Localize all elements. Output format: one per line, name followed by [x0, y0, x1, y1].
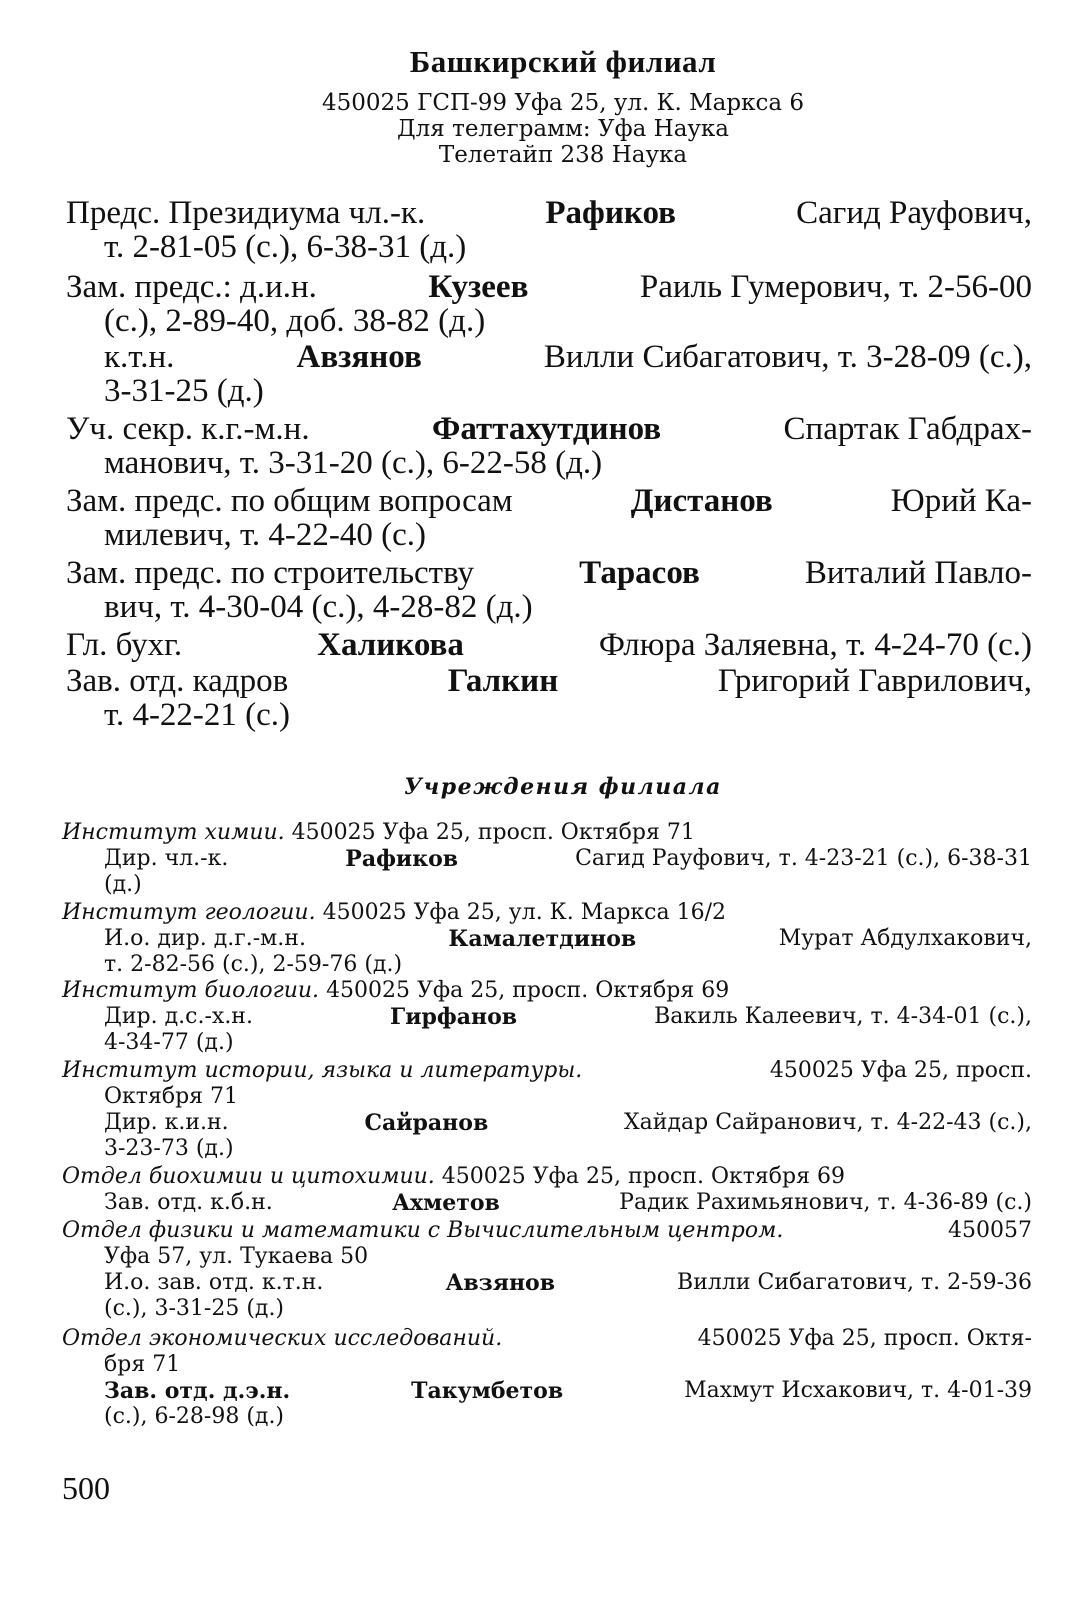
head-title: Дир. к.и.н.	[104, 1110, 229, 1135]
entry-phones: 3-31-25 (д.)	[104, 373, 264, 409]
head-surname: Такумбетов	[411, 1378, 564, 1404]
entry-title: Зам. предс.: д.и.н.	[66, 269, 317, 305]
institution-address: 450025 Уфа 25, просп. Октя-	[697, 1326, 1032, 1351]
institution-head-line	[62, 846, 1032, 872]
institution-name-line	[62, 1218, 1032, 1244]
institution-name-line	[62, 820, 1032, 846]
institution-name: Отдел экономических исследований.	[62, 1326, 503, 1351]
presidium-entry	[66, 412, 1032, 480]
institution-head-line	[62, 872, 1032, 898]
entry-title: Гл. бухг.	[66, 627, 183, 663]
head-details: Радик Рахимьянович, т. 4-36-89 (с.)	[619, 1190, 1032, 1215]
entry-line	[66, 556, 1032, 590]
entry-phones: милевич, т. 4-22-40 (с.)	[104, 517, 427, 553]
institution-name: Институт биологии.	[62, 978, 320, 1003]
entry-details: Спартак Габдрах-	[783, 411, 1032, 447]
entry-details: Сагид Рауфович,	[796, 195, 1032, 231]
institution-name: Институт химии.	[62, 820, 285, 845]
head-title: Зав. отд. д.э.н.	[104, 1378, 291, 1404]
presidium-entry	[66, 628, 1032, 662]
entry-surname: Рафиков	[545, 195, 676, 231]
entry-phones: вич, т. 4-30-04 (с.), 4-28-82 (д.)	[104, 589, 533, 625]
presidium-entry	[66, 556, 1032, 624]
institution-name: Отдел биохимии и цитохимии.	[62, 1164, 435, 1189]
entry-phones: (с.), 2-89-40, доб. 38-82 (д.)	[104, 303, 486, 339]
head-surname: Авзянов	[445, 1270, 556, 1296]
branch-address: 450025 ГСП-99 Уфа 25, ул. К. Маркса 6	[322, 90, 804, 116]
institution-entry	[62, 1218, 1032, 1322]
entry-line	[66, 590, 1032, 624]
entry-line	[66, 374, 1032, 408]
entry-title: Предс. Президиума чл.-к.	[66, 195, 426, 231]
institution-head-line	[62, 1030, 1032, 1056]
head-title: Дир. д.с.-х.н.	[104, 1004, 253, 1029]
institution-head-line	[62, 1378, 1032, 1404]
entry-details: Флюра Заляевна, т. 4-24-70 (с.)	[598, 627, 1032, 663]
page-number: 500	[62, 1470, 110, 1506]
head-phones: (с.), 6-28-98 (д.)	[104, 1404, 285, 1429]
entry-details: Вилли Сибагатович, т. 3-28-09 (с.),	[543, 339, 1032, 375]
institution-name-line	[62, 1058, 1032, 1084]
institution-head-line	[62, 1270, 1032, 1296]
entry-line	[66, 304, 1032, 338]
entry-details: Виталий Павло-	[804, 555, 1032, 591]
institution-name-line	[62, 900, 1032, 926]
presidium-entry	[66, 340, 1032, 408]
entry-surname: Фаттахутдинов	[432, 411, 662, 447]
entry-surname: Дистанов	[630, 483, 773, 519]
entry-line	[66, 340, 1032, 374]
head-title: Зав. отд. к.б.н.	[104, 1190, 273, 1215]
institution-address: 450025 Уфа 25, просп. Октября 71	[291, 820, 695, 845]
institutions-heading: Учреждения филиала	[404, 774, 722, 800]
head-details: Мурат Абдулхакович,	[778, 926, 1032, 951]
institution-head-line	[62, 1004, 1032, 1030]
institution-name: Институт геологии.	[62, 900, 316, 925]
institution-address-line	[62, 1352, 1032, 1378]
institution-address: 450025 Уфа 25, ул. К. Маркса 16/2	[322, 900, 727, 925]
entry-surname: Кузеев	[428, 269, 529, 305]
entry-surname: Галкин	[447, 663, 559, 699]
entry-surname: Тарасов	[579, 555, 700, 591]
institution-address: 450025 Уфа 25, просп. Октября 69	[326, 978, 730, 1003]
head-title: И.о. зав. отд. к.т.н.	[104, 1270, 324, 1295]
entry-line	[66, 270, 1032, 304]
institution-entry	[62, 1164, 1032, 1216]
entry-title: к.т.н.	[104, 339, 175, 375]
head-title: Дир. чл.-к.	[104, 846, 229, 871]
head-details: Хайдар Сайранович, т. 4-22-43 (с.),	[624, 1110, 1032, 1135]
entry-line	[66, 196, 1032, 230]
presidium-entry	[66, 270, 1032, 338]
head-phones: (д.)	[104, 872, 142, 897]
head-phones: т. 2-82-56 (с.), 2-59-76 (д.)	[104, 952, 403, 977]
institution-address-line	[62, 1244, 1032, 1270]
institution-name-line	[62, 1326, 1032, 1352]
presidium-entry	[66, 484, 1032, 552]
institution-head-line	[62, 1110, 1032, 1136]
institution-address: 450025 Уфа 25, просп.	[769, 1058, 1032, 1083]
head-surname: Рафиков	[345, 846, 459, 872]
institution-entry	[62, 978, 1032, 1056]
entry-line	[66, 446, 1032, 480]
institution-head-line	[62, 1404, 1032, 1430]
institution-entry	[62, 900, 1032, 978]
head-surname: Гирфанов	[390, 1004, 518, 1030]
entry-title: Зав. отд. кадров	[66, 663, 289, 699]
head-surname: Сайранов	[364, 1110, 489, 1136]
institution-name: Институт истории, языка и литературы.	[62, 1058, 583, 1083]
head-phones: (с.), 3-31-25 (д.)	[104, 1296, 285, 1321]
institution-address-line	[62, 1084, 1032, 1110]
head-details: Вакиль Калеевич, т. 4-34-01 (с.),	[654, 1004, 1032, 1029]
entry-line	[66, 484, 1032, 518]
entry-details: Юрий Ка-	[890, 483, 1032, 519]
head-details: Махмут Исхакович, т. 4-01-39	[684, 1378, 1032, 1403]
head-phones: 4-34-77 (д.)	[104, 1030, 234, 1055]
institution-entry	[62, 820, 1032, 898]
entry-line	[66, 230, 1032, 264]
entry-title: Зам. предс. по общим вопросам	[66, 483, 513, 519]
institution-name-line	[62, 978, 1032, 1004]
head-phones: 3-23-73 (д.)	[104, 1136, 234, 1161]
institution-head-line	[62, 1136, 1032, 1162]
entry-phones: т. 4-22-21 (с.)	[104, 697, 291, 733]
entry-surname: Авзянов	[296, 339, 422, 375]
institution-head-line	[62, 926, 1032, 952]
head-surname: Ахметов	[392, 1190, 500, 1216]
institution-entry	[62, 1326, 1032, 1430]
institution-address-cont: Октября 71	[104, 1084, 239, 1109]
entry-surname: Халикова	[317, 627, 464, 663]
branch-title: Башкирский филиал	[409, 44, 717, 79]
entry-details: Григорий Гаврилович,	[717, 663, 1032, 699]
head-title: И.о. дир. д.г.-м.н.	[104, 926, 306, 951]
entry-line	[66, 412, 1032, 446]
presidium-entry	[66, 664, 1032, 732]
teletype-address: Телетайп 238 Наука	[438, 142, 688, 168]
institution-head-line	[62, 1296, 1032, 1322]
institution-address-cont: бря 71	[104, 1352, 181, 1377]
entry-title: Зам. предс. по строительству	[66, 555, 475, 591]
entry-line	[66, 698, 1032, 732]
entry-line	[66, 628, 1032, 662]
entry-title: Уч. секр. к.г.-м.н.	[66, 411, 310, 447]
entry-line	[66, 664, 1032, 698]
entry-line	[66, 518, 1032, 552]
head-details: Сагид Рауфович, т. 4-23-21 (с.), 6-38-31	[575, 846, 1032, 871]
institution-name-line	[62, 1164, 1032, 1190]
entry-phones: т. 2-81-05 (с.), 6-38-31 (д.)	[104, 229, 467, 265]
institution-address-cont: Уфа 57, ул. Тукаева 50	[104, 1244, 369, 1269]
institution-address: 450025 Уфа 25, просп. Октября 69	[441, 1164, 845, 1189]
head-surname: Камалетдинов	[448, 926, 637, 952]
institution-head-line	[62, 952, 1032, 978]
head-details: Вилли Сибагатович, т. 2-59-36	[677, 1270, 1032, 1295]
presidium-entry	[66, 196, 1032, 264]
institution-address: 450057	[948, 1218, 1032, 1243]
institution-entry	[62, 1058, 1032, 1162]
institution-name: Отдел физики и математики с Вычислительным центром.	[62, 1218, 784, 1243]
institution-head-line	[62, 1190, 1032, 1216]
entry-details: Раиль Гумерович, т. 2-56-00	[639, 269, 1032, 305]
entry-phones: манович, т. 3-31-20 (с.), 6-22-58 (д.)	[104, 445, 603, 481]
telegram-address: Для телеграмм: Уфа Наука	[396, 116, 730, 142]
